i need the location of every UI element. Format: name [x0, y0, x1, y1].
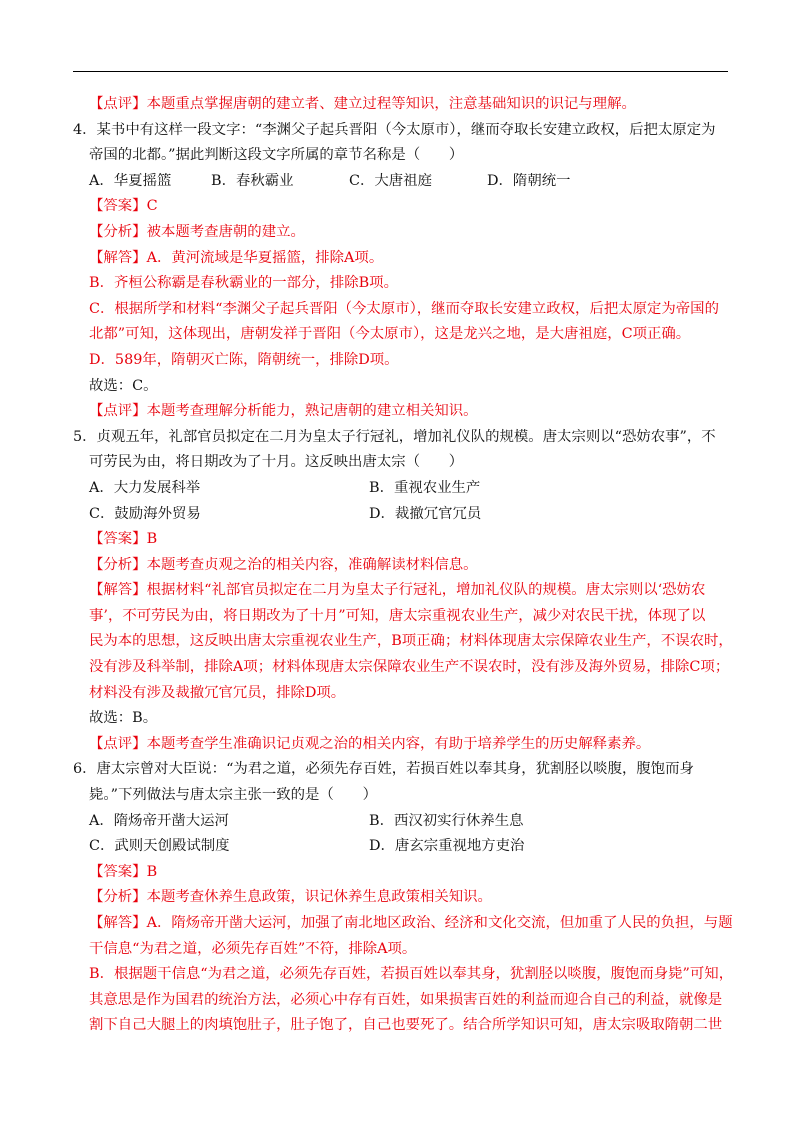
q6-option-c: C．武则天创殿试制度 [89, 838, 230, 855]
q6-option-d: D．唐玄宗重视地方吏治 [369, 838, 525, 855]
q5-options-row-2 [73, 502, 733, 528]
q4-dianping: 【点评】本题考查理解分析能力，熟记唐朝的建立相关知识。 [89, 403, 478, 420]
q6-option-b: B．西汉初实行休养生息 [369, 812, 524, 829]
q5-options-row-1 [73, 476, 733, 502]
q5-jieda-line-2: 事’，不可劳民为由，将日期改为了十月”可知，唐太宗重视农业生产，减少对农民干扰，体现了以 [89, 607, 706, 624]
q6-option-a: A．隋炀帝开凿大运河 [89, 812, 229, 829]
q4-jieda-line-4: 北都”可知，这体现出，唐朝发祥于晋阳（今太原市），这是龙兴之地，是大唐祖庭，C项正确。 [89, 326, 691, 343]
q6-stem-line-2: 毙。”下列做法与唐太宗主张一致的是（ ） [89, 787, 377, 804]
q5-fenxi: 【分析】本题考查贞观之治的相关内容，准确解读材料信息。 [89, 556, 478, 573]
q4-options [73, 169, 733, 195]
q4-guxuan: 故选：C。 [89, 377, 158, 394]
q5-stem-line-1: 5．贞观五年，礼部官员拟定在二月为皇太子行冠礼，增加礼仪队的规模。唐太宗则以“恐妨农事”，不 [73, 428, 716, 445]
q6-options-row-1 [73, 809, 733, 835]
q5-stem-line-2: 可劳民为由，将日期改为了十月。这反映出唐太宗（ ） [89, 454, 464, 471]
q6-jieda-line-5: 割下自己大腿上的肉填饱肚子，肚子饱了，自己也要死了。结合所学知识可知，唐太宗吸取隋朝二世 [89, 1017, 723, 1034]
q6-options-row-2 [73, 834, 733, 860]
q5-jieda-line-4: 没有涉及科举制，排除A项；材料体现唐太宗保障农业生产不误农时，没有涉及海外贸易，排除C项； [89, 659, 730, 676]
q6-jieda-line-4: 其意思是作为国君的统治方法，必须心中存有百姓，如果损害百姓的利益而迎合自己的利益，就像是 [89, 991, 723, 1008]
q6-fenxi: 【分析】本题考查休养生息政策，识记休养生息政策相关知识。 [89, 889, 492, 906]
q6-jieda-line-3: B．根据题干信息“为君之道，必须先存百姓，若损百姓以奉其身，犹割胫以啖腹，腹饱而身毙”可知， [89, 966, 734, 983]
q4-answer: 【答案】C [89, 198, 158, 215]
q4-jieda-line-1: 【解答】A．黄河流域是华夏摇篮，排除A项。 [89, 249, 384, 266]
q4-option-a: A．华夏摇篮 [89, 172, 172, 189]
q4-fenxi: 【分析】被本题考查唐朝的建立。 [89, 223, 305, 240]
q3-dianping: 【点评】本题重点掌握唐朝的建立者、建立过程等知识，注意基础知识的识记与理解。 [89, 96, 636, 112]
q5-answer: 【答案】B [89, 531, 158, 548]
q5-guxuan: 故选：B。 [89, 710, 158, 727]
q6-stem-line-1: 6．唐太宗曾对大臣说：“为君之道，必须先存百姓，若损百姓以奉其身，犹割胫以啖腹，腹饱而身 [73, 761, 694, 778]
q4-option-d: D．隋朝统一 [487, 172, 571, 189]
q5-jieda-line-1: 【解答】根据材料“礼部官员拟定在二月为皇太子行冠礼，增加礼仪队的规模。唐太宗则以‘恐妨农 [89, 582, 706, 599]
q5-jieda-line-5: 材料没有涉及裁撤冗官冗员，排除D项。 [89, 684, 346, 701]
q4-option-b: B．春秋霸业 [211, 172, 294, 189]
q5-dianping: 【点评】本题考查学生准确识记贞观之治的相关内容，有助于培养学生的历史解释素养。 [89, 735, 651, 752]
q6-jieda-line-1: 【解答】A．隋炀帝开凿大运河，加强了南北地区政治、经济和文化交流，但加重了人民的负担，与题 [89, 915, 733, 931]
q5-option-d: D．裁撤冗官冗员 [369, 505, 482, 522]
q5-option-a: A．大力发展科举 [89, 479, 201, 496]
q6-jieda-line-2: 干信息“为君之道，必须先存百姓”不符，排除A项。 [89, 940, 417, 957]
document-body [73, 92, 733, 1039]
q4-jieda-line-2: B．齐桓公称霸是春秋霸业的一部分，排除B项。 [89, 275, 398, 292]
header-rule [73, 71, 728, 72]
q6-answer: 【答案】B [89, 863, 158, 880]
q5-option-b: B．重视农业生产 [369, 479, 481, 496]
q5-option-c: C．鼓励海外贸易 [89, 505, 201, 522]
q4-jieda-line-5: D．589年，隋朝灭亡陈，隋朝统一，排除D项。 [89, 351, 399, 368]
q4-option-c: C．大唐祖庭 [349, 172, 432, 189]
q4-stem-line-1: 4．某书中有这样一段文字：“李渊父子起兵晋阳（今太原市），继而夺取长安建立政权，后把太原定为 [73, 121, 716, 138]
q5-jieda-line-3: 民为本的思想，这反映出唐太宗重视农业生产，B项正确；材料体现唐太宗保障农业生产，不误农时， [89, 633, 733, 650]
q4-jieda-line-3: C．根据所学和材料“李渊父子起兵晋阳（今太原市），继而夺取长安建立政权，后把太原定为帝国的 [89, 300, 719, 317]
q4-stem-line-2: 帝国的北都。”据此判断这段文字所属的章节名称是（ ） [89, 147, 464, 164]
